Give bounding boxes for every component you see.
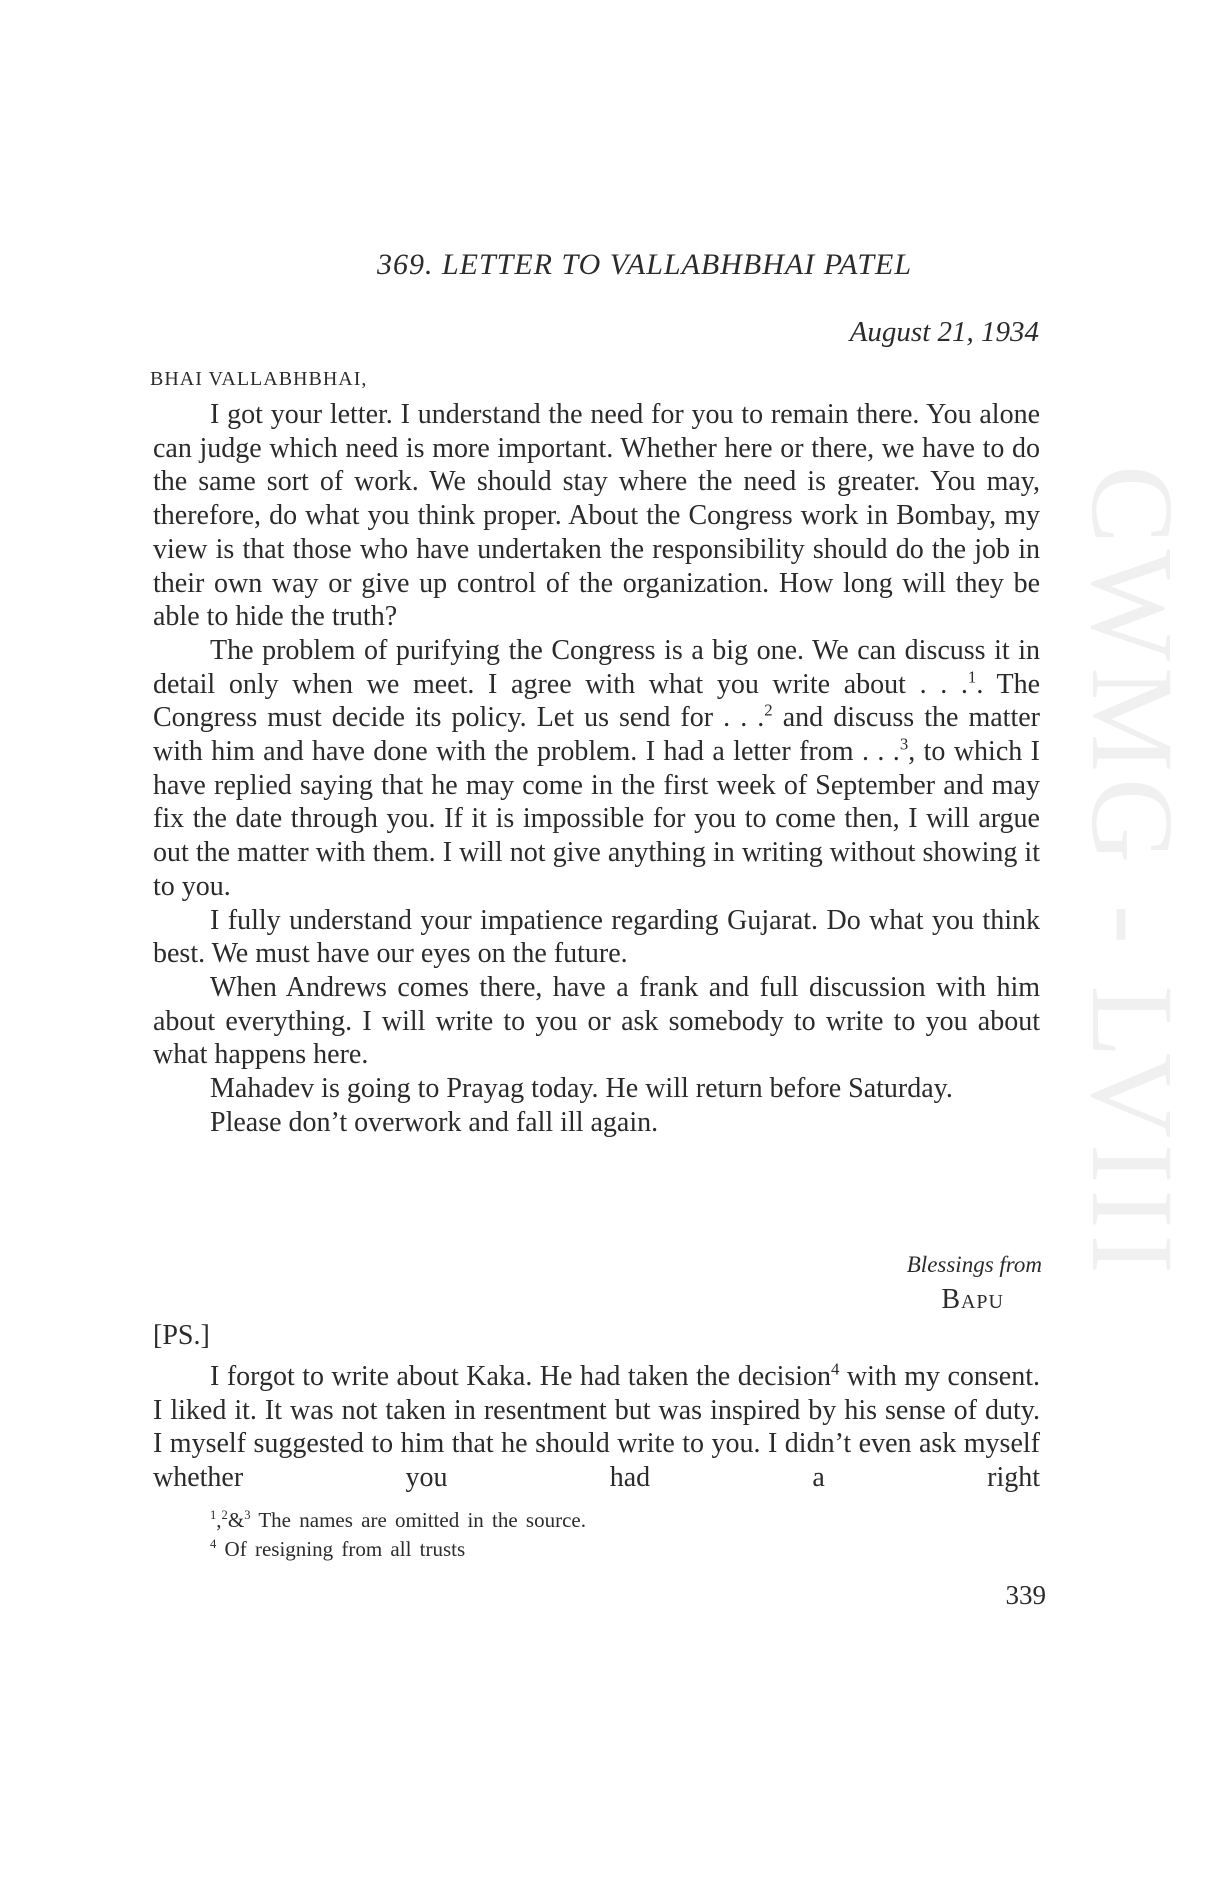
- paragraph-2: [153, 634, 1040, 904]
- paragraph-4: When Andrews comes there, have a frank and full discussion with him about everything. I will write to you or ask somebody to write to you about what happens here.: [153, 971, 1040, 1071]
- title-text: 369. LETTER TO VALLABHBHAI PATEL: [376, 248, 913, 281]
- paragraph-1: I got your letter. I understand the need for you to remain there. You alone can judge which need is more important. Whether here or there, we have to do the same sort of work. We should stay where the need is greater. You may, therefore, do what you think proper. About the Congress work in Bombay, my view is that those who have undertaken the responsibility should do the job in their own way or give up control of the organization. How long will they be able to hide the truth?: [153, 399, 1040, 633]
- page-number: 339: [1005, 1580, 1046, 1610]
- postscript-body: [153, 1360, 1040, 1495]
- footnote-ref-3: 3: [899, 734, 909, 754]
- footnote-marker: 2: [221, 1508, 228, 1522]
- salutation: BHAI VALLABHBHAI,: [150, 368, 368, 390]
- paragraph-3: I fully understand your impatience regarding Gujarat. Do what you think best. We must have our eyes on the future.: [153, 904, 1040, 970]
- paragraph-2-part-1: The problem of purifying the Congress is a big one. We can discuss it in detail only when we meet. I agree with what you write about . . .: [153, 634, 1040, 700]
- footnote-marker: 4: [210, 1537, 217, 1551]
- footnote-marker: 1: [210, 1508, 217, 1522]
- signature: Bapu: [941, 1284, 1004, 1315]
- closing: Blessings from: [906, 1252, 1042, 1277]
- paragraph-2-part-4: , to which I have replied saying that he may come in the first week of September and may fix the date through you. If it is impossible for you to come then, I will argue out the matter with them. I will not give anything in writing without showing it to you.: [153, 736, 1040, 902]
- footnote-ref-1: 1: [967, 667, 977, 687]
- footnote-4: [210, 1535, 586, 1564]
- footnote-separator: ,: [216, 1508, 222, 1532]
- watermark-text: CWMG - LVIII: [1067, 465, 1198, 1280]
- paragraph-5: Mahadev is going to Prayag today. He will return before Saturday.: [210, 1073, 953, 1105]
- watermark: [1067, 465, 1198, 1475]
- letter-body: [153, 398, 1040, 1139]
- footnote-text: The names are omitted in the source.: [250, 1508, 586, 1532]
- postscript-label: [PS.]: [153, 1320, 210, 1351]
- footnote-ref-2: 2: [764, 701, 773, 720]
- signoff: [907, 1250, 1042, 1320]
- footnotes: [210, 1506, 586, 1564]
- paragraph-2-part-2: . The Congress must decide its policy. Let us send for . . .: [153, 668, 1041, 734]
- document-title: [0, 248, 1229, 282]
- postscript-paragraph: [153, 1360, 1040, 1495]
- postscript-part-1: I forgot to write about Kaka. He had taken the decision: [210, 1361, 832, 1392]
- footnote-marker: 3: [244, 1508, 251, 1522]
- paragraph-6: Please don’t overwork and fall ill again.: [210, 1106, 659, 1138]
- footnote-ref-4: 4: [831, 1359, 840, 1379]
- letter-date: August 21, 1934: [849, 316, 1039, 348]
- footnote-separator: &: [227, 1508, 245, 1532]
- footnote-1-2-3: [210, 1506, 586, 1535]
- footnote-text: Of resigning from all trusts: [216, 1537, 466, 1561]
- paragraph-2-part-3: and discuss the matter with him and have done with the problem. I had a letter from . . .: [153, 702, 1040, 768]
- postscript-part-2: with my consent. I liked it. It was not taken in resentment but was inspired by his sense of duty. I myself suggested to him that he should write to you. I didn’t even ask myself whether you had a right: [153, 1361, 1040, 1494]
